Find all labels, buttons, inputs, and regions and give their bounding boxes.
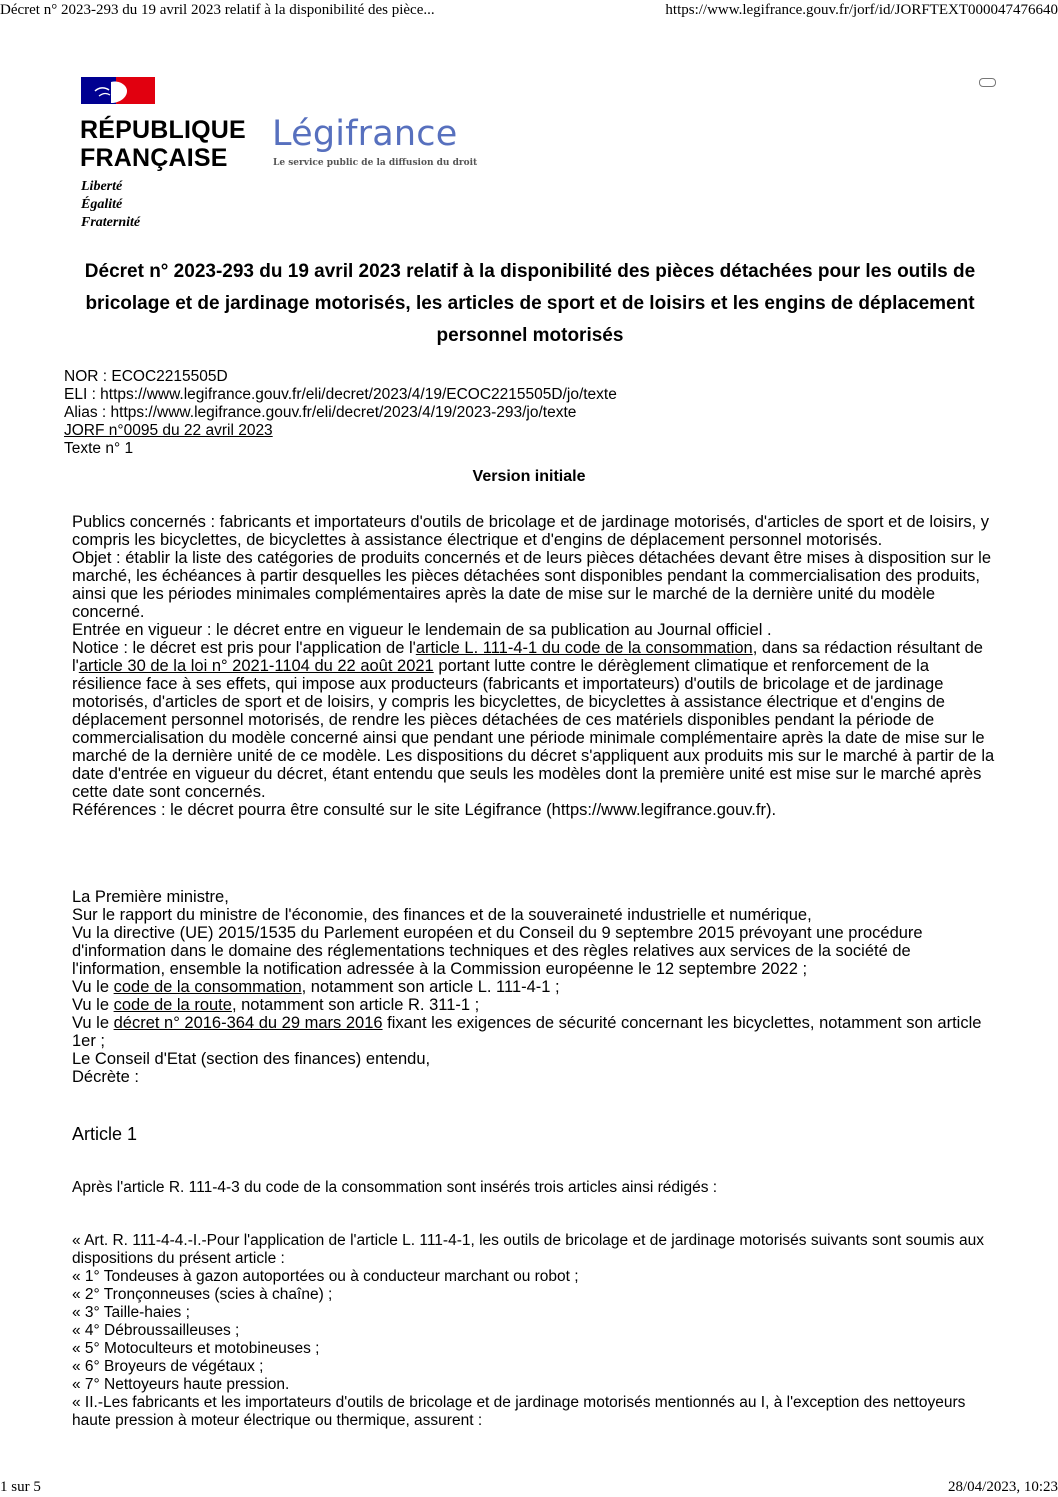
article-line: « 4° Débroussailleuses ; — [72, 1322, 240, 1339]
loi-2021-1104-link[interactable]: article 30 de la loi n° 2021-1104 du 22 août 2021 — [78, 657, 434, 675]
motto-fraternite: Fraternité — [81, 215, 141, 230]
visa-directive: Vu la directive (UE) 2015/1535 du Parlement européen et du Conseil du 9 septembre 2015 prévoyant une procédure d'information dans le domaine des réglementations techniques et des règles relatives aux services de la société de l'information, ensemble la notification adressée à la Commission européenne le 12 septembre 2022 ; — [72, 924, 923, 978]
code-consommation-link[interactable]: code de la consommation — [113, 978, 302, 996]
notice-block — [72, 513, 1002, 819]
page-title: Décret n° 2023-293 du 19 avril 2023 relatif à la disponibilité des pièces détachées pour les outils de bricolage et de jardinage motorisés, les articles de sport et de loisirs et les engins de déplacement personnel motorisés — [84, 261, 976, 346]
eli: ELI : https://www.legifrance.gouv.fr/eli/decret/2023/4/19/ECOC2215505D/jo/texte — [64, 386, 617, 403]
visa-rapport: Sur le rapport du ministre de l'économie, des finances et de la souveraineté industrielle et numérique, — [72, 906, 812, 924]
print-header-title: Décret n° 2023-293 du 19 avril 2023 relatif à la disponibilité des pièce... — [0, 2, 435, 18]
print-footer-date: 28/04/2023, 10:23 — [947, 1479, 1058, 1495]
article-l111-4-1-link[interactable]: article L. 111-4-1 du code de la consommation — [415, 639, 753, 657]
visa-conso — [72, 978, 1002, 996]
decret-2016-364-link[interactable]: décret n° 2016-364 du 29 mars 2016 — [113, 1014, 383, 1032]
notice-part-1: Notice : le décret est pris pour l'application de l' — [72, 639, 416, 657]
article-line: « 1° Tondeuses à gazon autoportées ou à conducteur marchant ou robot ; — [72, 1268, 579, 1285]
article-line: « 6° Broyeurs de végétaux ; — [72, 1358, 264, 1375]
document-metadata — [64, 368, 617, 458]
notice-objet: Objet : établir la liste des catégories de produits concernés et de leurs pièces détachées devant être mises à disposition sur le marché, les échéances à partir desquelles les pièces détachées sont disponibles pendant la commercialisation des produits, ainsi que les périodes minimales complémentaires après la date de mise sur le marché de la dernière unité du modèle concerné. — [72, 549, 992, 621]
nor: NOR : ECOC2215505D — [64, 368, 228, 385]
print-footer-page: 1 sur 5 — [0, 1479, 41, 1495]
article-heading: Article 1 — [72, 1124, 138, 1144]
notice-publics: Publics concernés : fabricants et importateurs d'outils de bricolage et de jardinage motorisés, d'articles de sport et de loisirs, y compris les bicyclettes, de bicyclettes à assistance électrique et d'engins de déplacement personnel motorisés. — [72, 513, 989, 549]
visa-route-pre: Vu le — [72, 996, 114, 1014]
notice-part-3: portant lutte contre le dérèglement climatique et renforcement de la résilience face à ses effets, qui impose aux producteurs (fabricants et importateurs) d'outils de bricolage et de jardinage motorisés, d'articles de sport et de loisirs, y compris les bicyclettes, de bicyclettes à assistance électrique et d'engins de déplacement personnel motorisés, de rendre les pièces détachées de ces matériels disponibles pendant la période de commercialisation du modèle concerné ainsi que pendant une période minimale complémentaire après la date de mise sur le marché de la dernière unité de ce modèle. Les dispositions du décret s'appliquent aux produits mis sur le marché à partir de la date d'entrée en vigueur du décret, étant entendu que seuls les modèles dont la première unité est mise sur le marché après cette date sont concernés. — [72, 657, 995, 801]
notice-part-2: , dans sa rédaction résultant de l' — [72, 639, 983, 675]
visa-conso-post: , notamment son article L. 111-4-1 ; — [301, 978, 560, 996]
visa-decret-post: fixant les exigences de sécurité concernant les bicyclettes, notamment son article 1er ; — [72, 1014, 982, 1050]
legifrance-brand[interactable]: Légifrance — [272, 114, 458, 154]
visa-ministre: La Première ministre, — [72, 888, 229, 906]
republique-francaise-wordmark — [80, 116, 246, 172]
version-label: Version initiale — [472, 468, 586, 485]
visa-route — [72, 996, 1002, 1014]
toggle-icon[interactable] — [979, 78, 996, 87]
motto — [81, 178, 140, 232]
legifrance-tagline: Le service public de la diffusion du droit — [273, 158, 478, 168]
visa-decret — [72, 1014, 1002, 1050]
visas-block — [72, 888, 1002, 1086]
article-line: « 2° Tronçonneuses (scies à chaîne) ; — [72, 1286, 333, 1303]
article-line: « 5° Motoculteurs et motobineuses ; — [72, 1340, 320, 1357]
motto-egalite: Égalité — [81, 197, 123, 212]
motto-liberte: Liberté — [81, 179, 123, 194]
article-line: « II.-Les fabricants et les importateurs d'outils de bricolage et de jardinage motorisés mentionnés au I, à l'exception des nettoyeurs haute pression à moteur électrique ou thermique, assurent : — [72, 1394, 966, 1429]
wordmark-line-1: RÉPUBLIQUE — [80, 116, 246, 144]
article-line: « Art. R. 111-4-4.-I.-Pour l'application de l'article L. 111-4-1, les outils de bricolage et de jardinage motorisés suivants sont soumis aux dispositions du présent article : — [72, 1232, 984, 1267]
wordmark-line-2: FRANÇAISE — [80, 144, 228, 172]
visa-route-post: , notamment son article R. 311-1 ; — [231, 996, 480, 1014]
notice-references: Références : le décret pourra être consulté sur le site Légifrance (https://www.legifrance.gouv.fr). — [72, 801, 777, 819]
print-header-url: https://www.legifrance.gouv.fr/jorf/id/JORFTEXT000047476640 — [665, 2, 1058, 18]
alias: Alias : https://www.legifrance.gouv.fr/eli/decret/2023/4/19/2023-293/jo/texte — [64, 404, 577, 421]
article-line: « 3° Taille-haies ; — [72, 1304, 190, 1321]
code-route-link[interactable]: code de la route — [113, 996, 232, 1014]
visa-conso-pre: Vu le — [72, 978, 114, 996]
marianne-logo-icon — [81, 77, 155, 104]
visa-decrete: Décrète : — [72, 1068, 139, 1086]
visa-conseil: Le Conseil d'Etat (section des finances) entendu, — [72, 1050, 431, 1068]
article-line: « 7° Nettoyeurs haute pression. — [72, 1376, 290, 1393]
notice-text — [72, 639, 1002, 801]
texte-number: Texte n° 1 — [64, 440, 134, 457]
notice-entree: Entrée en vigueur : le décret entre en vigueur le lendemain de sa publication au Journal officiel . — [72, 621, 772, 639]
article-intro: Après l'article R. 111-4-3 du code de la consommation sont insérés trois articles ainsi rédigés : — [72, 1179, 718, 1196]
visa-decret-pre: Vu le — [72, 1014, 114, 1032]
article-body — [72, 1232, 1002, 1430]
jorf-link[interactable]: JORF n°0095 du 22 avril 2023 — [64, 422, 273, 439]
